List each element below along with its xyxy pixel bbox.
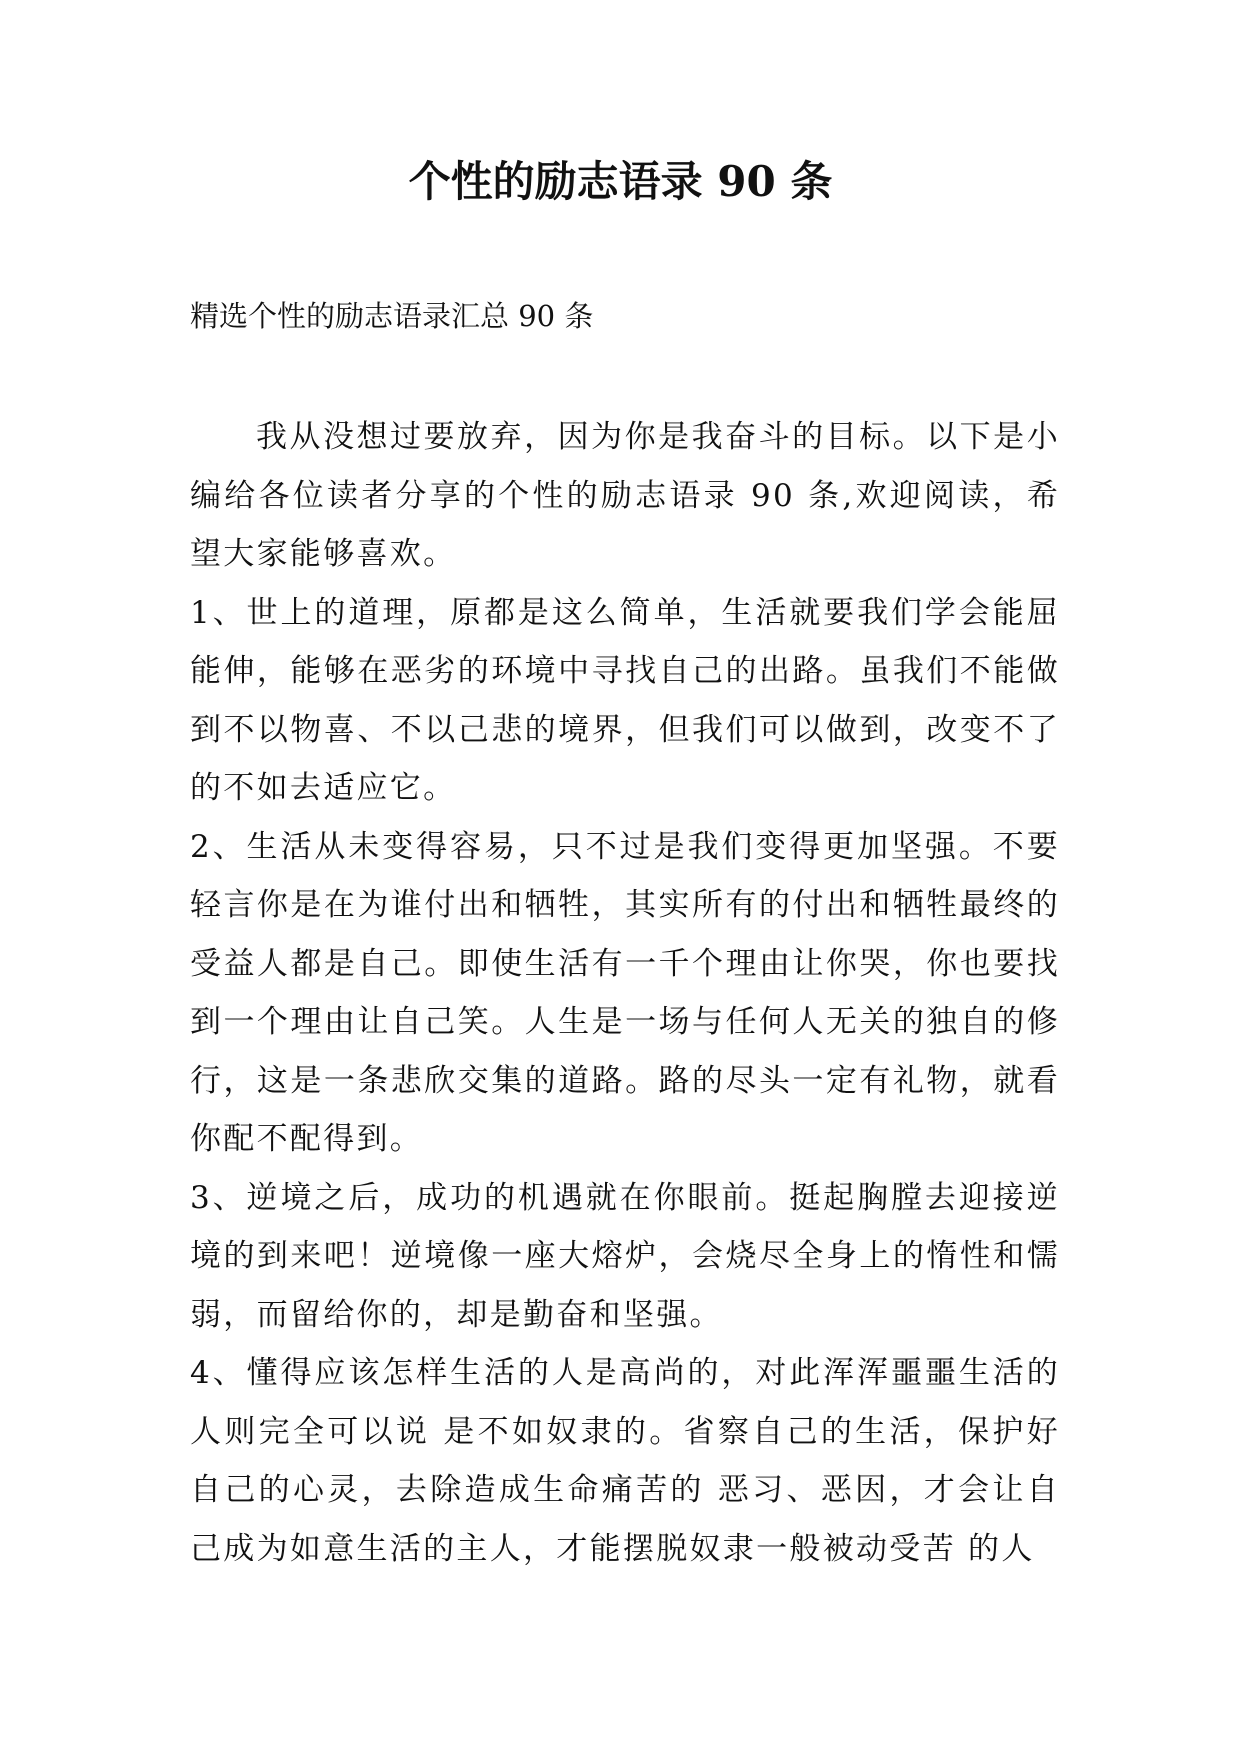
document-title: 个性的励志语录 90 条 xyxy=(408,157,833,206)
document-subtitle: 精选个性的励志语录汇总 90 条 xyxy=(190,299,594,333)
quote-item-2: 2、生活从未变得容易，只不过是我们变得更加坚强。不要轻言你是在为谁付出和牺牲，其实所有的付出和牺牲最终的受益人都是自己。即使生活有一千个理由让你哭，你也要找到一个理由让自己笑。人生是一场与任何人无关的独自的修行，这是一条悲欣交集的道路。路的尽头一定有礼物，就看你配不配得到。 xyxy=(190,828,1060,1157)
quote-item-4: 4、懂得应该怎样生活的人是高尚的，对此浑浑噩噩生活的人则完全可以说 是不如奴隶的。省察自己的生活，保护好自己的心灵，去除造成生命痛苦的 恶习、恶因，才会让自己成为如意生活的主人，才能摆脱奴隶一般被动受苦 的人 xyxy=(190,1355,1060,1567)
quote-item-3: 3、逆境之后，成功的机遇就在你眼前。挺起胸膛去迎接逆境的到来吧！逆境像一座大熔炉，会烧尽全身上的惰性和懦弱，而留给你的，却是勤奋和坚强。 xyxy=(190,1179,1060,1333)
document-body xyxy=(190,408,1060,1578)
quote-item-1: 1、世上的道理，原都是这么简单，生活就要我们学会能屈能伸，能够在恶劣的环境中寻找自己的出路。虽我们不能做到不以物喜、不以己悲的境界，但我们可以做到，改变不了的不如去适应它。 xyxy=(190,594,1060,806)
intro-paragraph: 我从没想过要放弃，因为你是我奋斗的目标。以下是小编给各位读者分享的个性的励志语录 90 条,欢迎阅读，希望大家能够喜欢。 xyxy=(190,419,1060,572)
